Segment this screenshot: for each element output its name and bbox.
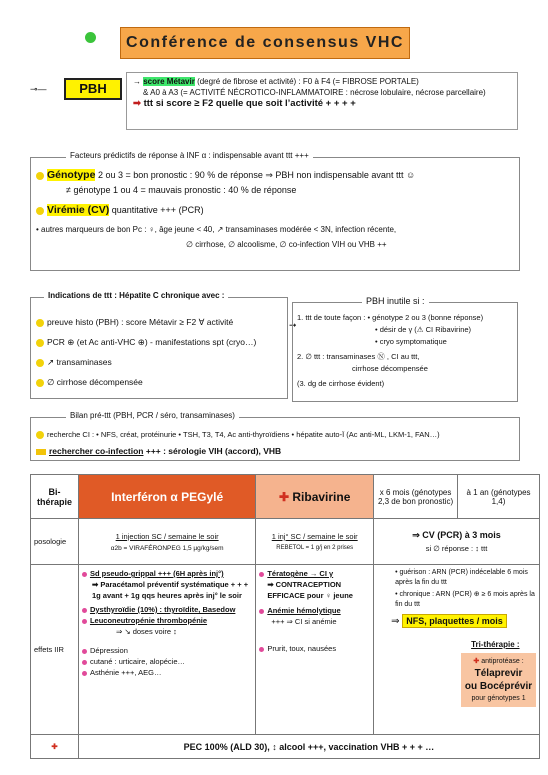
cross-icon: ✚ — [278, 489, 293, 504]
pbh-inutile-content — [297, 312, 517, 390]
poso-rib-1: 1 inj° SC / semaine le soir — [271, 532, 358, 541]
facteurs-title: Facteurs prédictifs de réponse à INF α : indispensable avant ttt +++ — [66, 151, 313, 160]
bullet-icon — [82, 671, 87, 676]
ttt-rule: ttt si score ≥ F2 quelle que soit l’activité + + + + — [143, 98, 356, 109]
activite-line: & A0 à A3 (= ACTIVITÉ NÉCROTICO-INFLAMMATOIRE : nécrose lobulaire, nécrose parcellaire) — [143, 88, 486, 97]
tritherapie-title: Tri-thérapie : — [471, 640, 520, 649]
indication-item: PCR ⊕ (et Ac anti-VHC ⊕) - manifestations spt (cryo…) — [47, 337, 257, 347]
coinfection-label: rechercher co-infection — [49, 446, 144, 456]
metavir-desc: (degré de fibrose et activité) : F0 à F4 (= FIBROSE PORTALE) — [197, 77, 419, 86]
marqueurs-line-2: ∅ cirrhose, ∅ alcoolisme, ∅ co-infection VIH ou VHB ++ — [186, 240, 387, 249]
indication-bullet-icon — [36, 359, 44, 367]
suivi-effets: • guérison : ARN (PCR) indécelable 6 mois après la fin du ttt • chronique : ARN (PCR) ⊕ ≥ 6 mois après la fin du ttt ⇒ NFS, plaquettes / mois Tri-thérapie : ✚ antiprotéase : Télaprevir ou Bocéprévir pour génotypes 1 — [374, 565, 540, 735]
pbh-inutile-title: PBH inutile si : — [362, 296, 429, 306]
arrow-right-icon: ➞ — [289, 320, 297, 330]
poso-cv-2: si ∅ réponse : ↕ ttt — [425, 544, 488, 553]
poso-rib-2: REBETOL = 1 g/j en 2 prises — [276, 545, 354, 551]
header-1an: à 1 an (génotypes 1,4) — [458, 475, 540, 519]
bullet-2-icon — [36, 207, 44, 215]
pbh-label: PBH — [64, 78, 122, 100]
viremie-label: Virémie (CV) — [47, 204, 110, 216]
pbh-inutile-line: 2. ∅ ttt : transaminases Ⓝ , CI au ttt, — [297, 352, 420, 361]
viremie-rest: quantitative +++ (PCR) — [111, 205, 204, 215]
metavir-box: → score Métavir (degré de fibrose et activité) : F0 à F4 (= FIBROSE PORTALE) & A0 à A3 (= ACTIVITÉ NÉCROTICO-INFLAMMATOIRE : nécrose lobulaire, nécrose parcellaire) ➡ ttt si score ≥ F2 quelle que soit l’activité + + + + — [126, 72, 518, 130]
bilan-content — [36, 427, 516, 459]
nfs-label: NFS, plaquettes / mois — [402, 614, 507, 628]
bilan-title: Bilan pré-ttt (PBH, PCR / séro, transaminases) — [66, 411, 239, 420]
row-posologie: posologie — [31, 519, 79, 565]
metavir-label: score Métavir — [143, 77, 195, 86]
indication-bullet-icon — [36, 379, 44, 387]
pbh-inutile-line: • désir de γ (⚠ CI Ribavirine) — [375, 325, 472, 334]
syringe-icon: ⊸— — [30, 84, 47, 94]
indication-item: ↗ transaminases — [47, 357, 112, 367]
green-dot-icon — [85, 32, 96, 43]
indication-item: preuve histo (PBH) : score Métavir ≥ F2 ∀ activité — [47, 317, 234, 327]
arrow-icon: ⇒ — [391, 616, 403, 627]
tritherapie-box: ✚ antiprotéase : Télaprevir ou Bocéprévir pour génotypes 1 — [461, 653, 536, 707]
indication-item: ∅ cirrhose décompensée — [47, 377, 143, 387]
header-6mois: x 6 mois (génotypes 2,3 de bon pronostic) — [374, 475, 458, 519]
bullet-icon — [259, 647, 264, 652]
bullet-icon — [82, 608, 87, 613]
indication-bullet-icon — [36, 319, 44, 327]
poso-cv-1: ⇒ CV (PCR) à 3 mois — [412, 530, 501, 540]
genotype-line-2: ≠ génotype 1 ou 4 = mauvais pronostic : 40 % de réponse — [66, 185, 297, 195]
cross-icon: ✚ — [51, 742, 58, 751]
pbh-inutile-line: • cryo symptomatique — [375, 337, 447, 346]
pbh-inutile-line: cirrhose décompensée — [352, 364, 428, 373]
page-title: Conférence de consensus VHC — [120, 27, 410, 59]
bullet-icon — [259, 572, 264, 577]
pbh-inutile-line: 1. ttt de toute façon : • génotype 2 ou 3 (bonne réponse) — [297, 313, 484, 322]
header-interferon: Interféron α PEGylé — [78, 475, 255, 519]
bullet-icon — [82, 660, 87, 665]
poso-int-2: α2b = VIRAFÉRONPEG 1,5 µg/kg/sem — [110, 544, 224, 552]
facteurs-content: Génotype 2 ou 3 = bon pronostic : 90 % de réponse ⇒ PBH non indispensable avant ttt ☺ ≠ génotype 1 ou 4 = mauvais pronostic : 40 % de réponse Virémie (CV) quantitative +++ (PCR) • autres marqueurs de bon Pc : ♀, âge jeune < 40, ↗ transaminases modérée < 3N, infection récente, ∅ cirrhose, ∅ alcoolisme, ∅ co-infection VIH ou VHB ++ — [36, 168, 516, 252]
indications-title: Indications de ttt : Hépatite C chronique avec : — [44, 291, 228, 300]
interferon-effets: Sd pseudo-grippal +++ (6H après inj°) ➡ Paracétamol préventif systématique + + + 1g avant + 1g qqs heures après inj° le soir Dysthyroïdie (10%) : thyroïdite, Basedow Leuconeutropénie thrombopénie ⇒ ↘ doses voire ↕ Dépression cutané : urticaire, alopécie… Asthénie +++, AEG… — [78, 565, 255, 735]
row-effets: effets IIR — [31, 565, 79, 735]
bitherapie-table — [30, 474, 540, 759]
bilan-line-1: recherche CI : • NFS, créat, protéinurie • TSH, T3, T4, Ac anti-thyroïdiens • hépatite auto-Ϊ (Ac anti-ML, LKM-1, FAN…) — [47, 430, 440, 439]
header-ribavirine: ✚ Ribavirine — [256, 475, 374, 519]
ribavirine-effets: Tératogène → CI γ ➡ CONTRACEPTION EFFICACE pour ♀ jeune Anémie hémolytique +++ ⇒ CI si anémie Prurit, toux, nausées — [256, 565, 374, 735]
bullet-icon — [259, 609, 264, 614]
arrow-icon — [36, 449, 46, 455]
bullet-1-icon — [36, 172, 44, 180]
pbh-inutile-line: (3. dg de cirrhose évident) — [297, 379, 385, 388]
poso-int-1: 1 injection SC / semaine le soir — [115, 531, 219, 541]
bullet-icon — [82, 649, 87, 654]
cross-icon: ✚ — [473, 658, 482, 665]
footer-pec: PEC 100% (ALD 30), ↕ alcool +++, vaccination VHB + + + … — [78, 735, 539, 759]
marqueurs-line-1: autres marqueurs de bon Pc : ♀, âge jeune < 40, ↗ transaminases modérée < 3N, infection récente, — [41, 225, 397, 234]
genotype-line-1: 2 ou 3 = bon pronostic : 90 % de réponse ⇒ PBH non indispensable avant ttt ☺ — [97, 170, 416, 180]
genotype-label: Génotype — [47, 169, 96, 181]
coinfection-rest: +++ : sérologie VIH (accord), VHB — [145, 446, 282, 456]
bilan-bullet-icon — [36, 431, 44, 439]
header-bitherapie: Bi-thérapie — [31, 475, 79, 519]
indication-bullet-icon — [36, 339, 44, 347]
indications-list — [36, 312, 286, 392]
bullet-icon — [82, 619, 87, 624]
bullet-icon — [82, 572, 87, 577]
